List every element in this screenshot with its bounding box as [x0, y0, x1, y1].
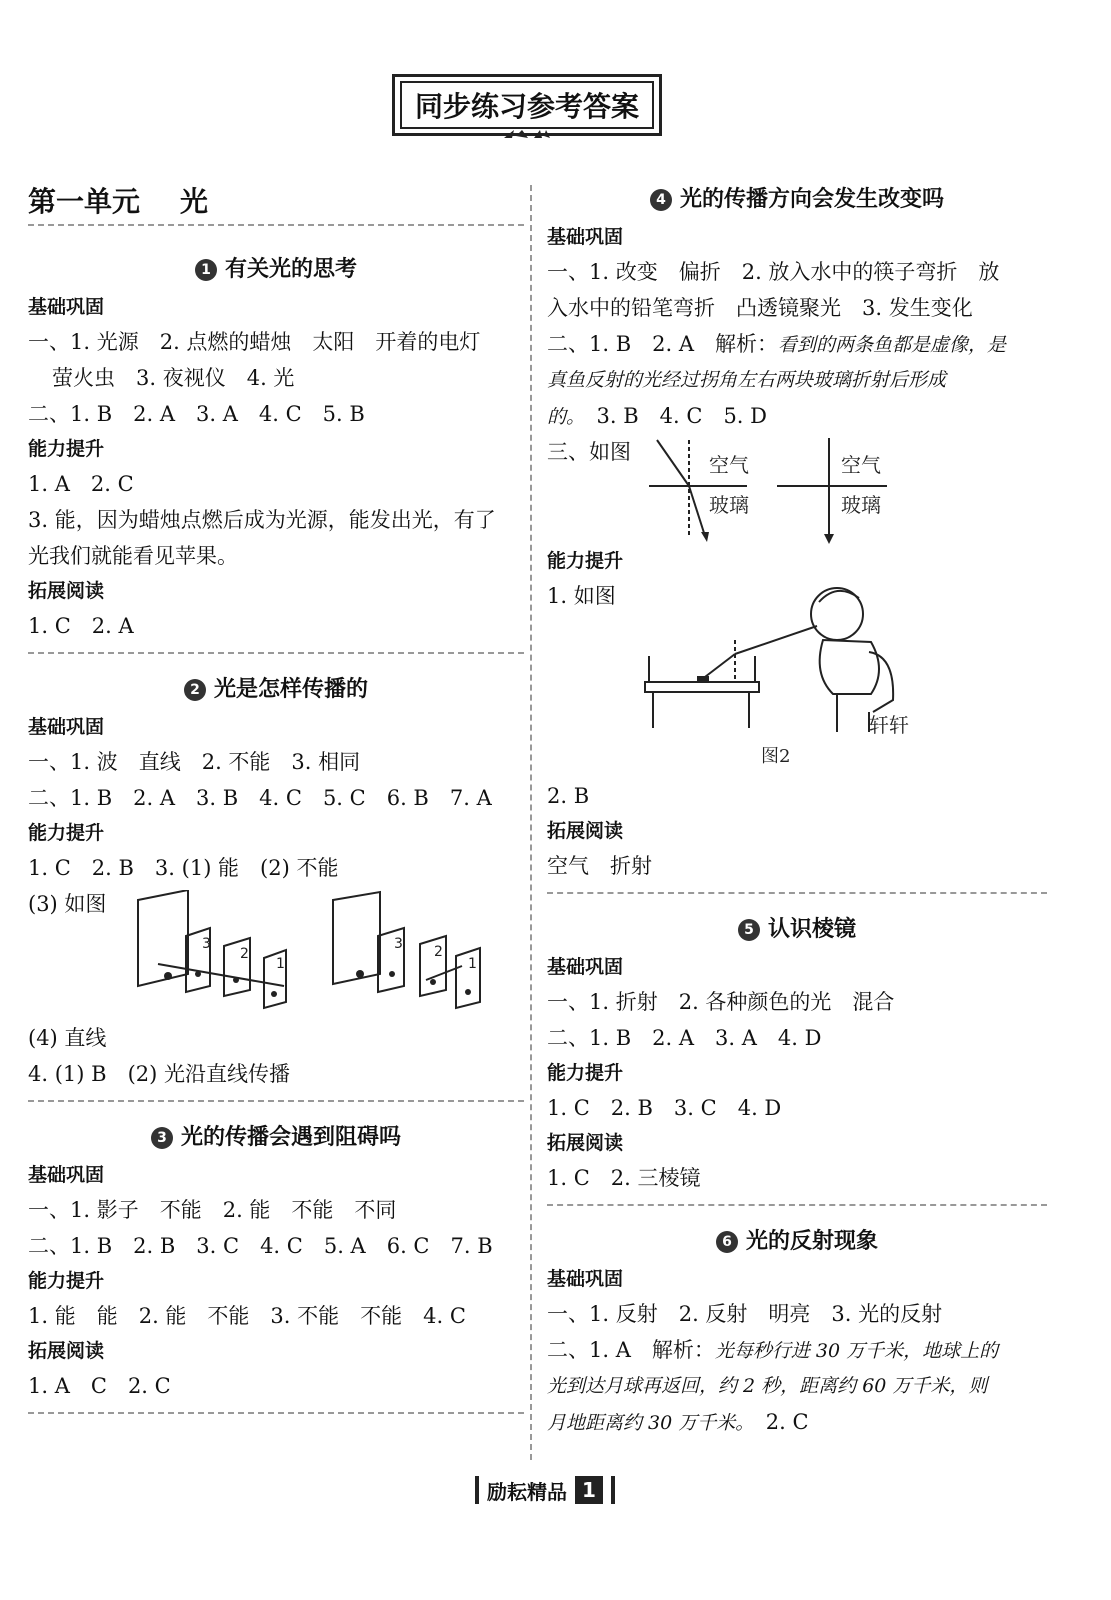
analysis-text: 光到达月球再返回，约 2 秒，距离约 60 万千米，则: [547, 1375, 988, 1397]
analysis-text: 真鱼反射的光经过拐角左右两块玻璃折射后形成: [547, 369, 947, 391]
page-footer: [455, 1472, 635, 1508]
page-number: 1: [575, 1476, 603, 1504]
card-label: 1: [276, 956, 285, 972]
analysis-tail: 2. C: [765, 1410, 809, 1434]
lesson-number-badge: 4: [650, 189, 672, 211]
light-through-cards-diagram: [128, 890, 508, 1016]
lesson-title-text: 认识棱镜: [767, 917, 856, 942]
analysis-text: 的。: [547, 406, 576, 428]
card-label: 3: [394, 936, 403, 952]
lesson-divider: [547, 1204, 1047, 1206]
glass-label: 玻璃: [709, 493, 749, 517]
analysis-prefix: 二、1. B 2. A 解析：: [547, 332, 779, 356]
section-ability: 能力提升: [28, 822, 105, 844]
answer-line: 一、1. 改变 偏折 2. 放入水中的筷子弯折 放: [547, 260, 1000, 284]
person-name-label: 轩轩: [869, 713, 909, 737]
answer-line: [547, 326, 1047, 362]
section-extended-reading: 拓展阅读: [28, 1340, 105, 1362]
answer-line: 1. 如图: [547, 584, 616, 608]
analysis-text: 光每秒行进 30 万千米，地球上的: [714, 1340, 999, 1362]
unit-name: 光: [180, 185, 209, 218]
lesson-4-title: [547, 180, 1047, 220]
answer-line: 一、1. 光源 2. 点燃的蜡烛 太阳 开着的电灯: [28, 330, 481, 354]
card-label: 2: [240, 946, 249, 962]
section-basic: 基础巩固: [547, 956, 624, 978]
lesson-title-text: 有关光的思考: [224, 257, 357, 282]
lesson-number-badge: 2: [184, 679, 206, 701]
answer-line: 光我们就能看见苹果。: [28, 544, 238, 568]
answer-line: (3) 如图: [28, 892, 107, 916]
refraction-figure: [547, 434, 1047, 544]
footer-bar: [611, 1476, 615, 1504]
answer-line: 二、1. B 2. B 3. C 4. C 5. A 6. C 7. B: [28, 1234, 493, 1258]
analysis-text: 看到的两条鱼都是虚像，是: [778, 334, 1007, 356]
page-header: [392, 74, 662, 136]
section-extended-reading: 拓展阅读: [547, 1132, 624, 1154]
lesson-divider: [28, 652, 524, 654]
left-column: [28, 180, 524, 1430]
lesson-number-badge: 1: [195, 259, 217, 281]
answer-line: 1. C 2. A: [28, 614, 134, 638]
analysis-text: 月地距离约 30 万千米。: [547, 1412, 745, 1434]
answer-line: 1. 能 能 2. 能 不能 3. 不能 不能 4. C: [28, 1304, 466, 1328]
section-ability: 能力提升: [28, 438, 105, 460]
card-label: 2: [434, 944, 443, 960]
lesson-number-badge: 3: [151, 1127, 173, 1149]
section-ability: 能力提升: [547, 1062, 624, 1084]
answer-line: 4. (1) B (2) 光沿直线传播: [28, 1062, 290, 1086]
answer-line: 二、1. B 2. A 3. A 4. C 5. B: [28, 402, 365, 426]
answer-line: 1. C 2. B 3. C 4. D: [547, 1096, 782, 1120]
answer-line: 1. C 2. B 3. (1) 能 (2) 不能: [28, 856, 339, 880]
air-label: 空气: [709, 453, 749, 477]
child-figure: [547, 578, 1047, 778]
child-viewing-coin-diagram: [637, 582, 927, 774]
section-ability: 能力提升: [547, 550, 624, 572]
answer-line: 三、如图: [547, 440, 631, 464]
answer-line: 一、1. 折射 2. 各种颜色的光 混合: [547, 990, 895, 1014]
header-title: 同步练习参考答案: [400, 81, 654, 129]
analysis-prefix: 二、1. A 解析：: [547, 1338, 715, 1362]
answer-line: [547, 1404, 1047, 1440]
lesson-title-text: 光的传播方向会发生改变吗: [679, 187, 944, 212]
answer-line: 1. C 2. 三棱镜: [547, 1166, 701, 1190]
section-basic: 基础巩固: [28, 296, 105, 318]
footer-brand: 励耘精品: [487, 1479, 567, 1504]
answer-line: 空气 折射: [547, 854, 652, 878]
section-extended-reading: 拓展阅读: [547, 820, 624, 842]
answer-line: 3. 能，因为蜡烛点燃后成为光源，能发出光，有了: [28, 508, 496, 532]
right-column: [547, 180, 1047, 1440]
column-divider: [530, 185, 532, 1460]
answer-line: 1. A C 2. C: [28, 1374, 171, 1398]
section-ability: 能力提升: [28, 1270, 105, 1292]
lesson-title-text: 光的传播会遇到阻碍吗: [180, 1125, 401, 1150]
answer-line: 1. A 2. C: [28, 472, 134, 496]
lesson-5-title: [547, 910, 1047, 950]
card-label: 3: [202, 936, 211, 952]
lesson-number-badge: 6: [716, 1231, 738, 1253]
answer-line: (4) 直线: [28, 1026, 107, 1050]
lesson-divider: [28, 1412, 524, 1414]
lesson-1-title: [28, 250, 524, 290]
answer-line: 一、1. 反射 2. 反射 明亮 3. 光的反射: [547, 1302, 943, 1326]
section-basic: 基础巩固: [547, 1268, 624, 1290]
answer-line: 二、1. B 2. A 3. B 4. C 5. C 6. B 7. A: [28, 786, 492, 810]
answer-line: 入水中的铅笔弯折 凸透镜聚光 3. 发生变化: [547, 296, 973, 320]
lesson-number-badge: 5: [738, 919, 760, 941]
header-ornament-icon: [502, 126, 552, 142]
unit-heading: [28, 180, 524, 226]
section-extended-reading: 拓展阅读: [28, 580, 105, 602]
footer-bar: [475, 1476, 479, 1504]
lesson-6-title: [547, 1222, 1047, 1262]
glass-label: 玻璃: [841, 493, 881, 517]
unit-label: 第一单元: [28, 185, 141, 218]
answer-line: [547, 398, 1047, 434]
cards-figure: [28, 886, 524, 1020]
card-label: 1: [468, 956, 477, 972]
answer-line: [547, 1332, 1047, 1368]
lesson-3-title: [28, 1118, 524, 1158]
lesson-divider: [547, 892, 1047, 894]
section-basic: 基础巩固: [28, 716, 105, 738]
lesson-2-title: [28, 670, 524, 710]
figure-caption: 图2: [761, 746, 791, 767]
section-basic: 基础巩固: [28, 1164, 105, 1186]
answer-line: 2. B: [547, 784, 590, 808]
lesson-divider: [28, 1100, 524, 1102]
answer-line: 二、1. B 2. A 3. A 4. D: [547, 1026, 822, 1050]
answer-line: 一、1. 影子 不能 2. 能 不能 不同: [28, 1198, 397, 1222]
refraction-diagram: [647, 436, 897, 544]
lesson-title-text: 光是怎样传播的: [213, 677, 368, 702]
section-basic: 基础巩固: [547, 226, 624, 248]
answer-line: 萤火虫 3. 夜视仪 4. 光: [52, 366, 295, 390]
lesson-title-text: 光的反射现象: [745, 1229, 878, 1254]
answer-line: 一、1. 波 直线 2. 不能 3. 相同: [28, 750, 361, 774]
analysis-tail: 3. B 4. C 5. D: [596, 404, 767, 428]
air-label: 空气: [841, 453, 881, 477]
